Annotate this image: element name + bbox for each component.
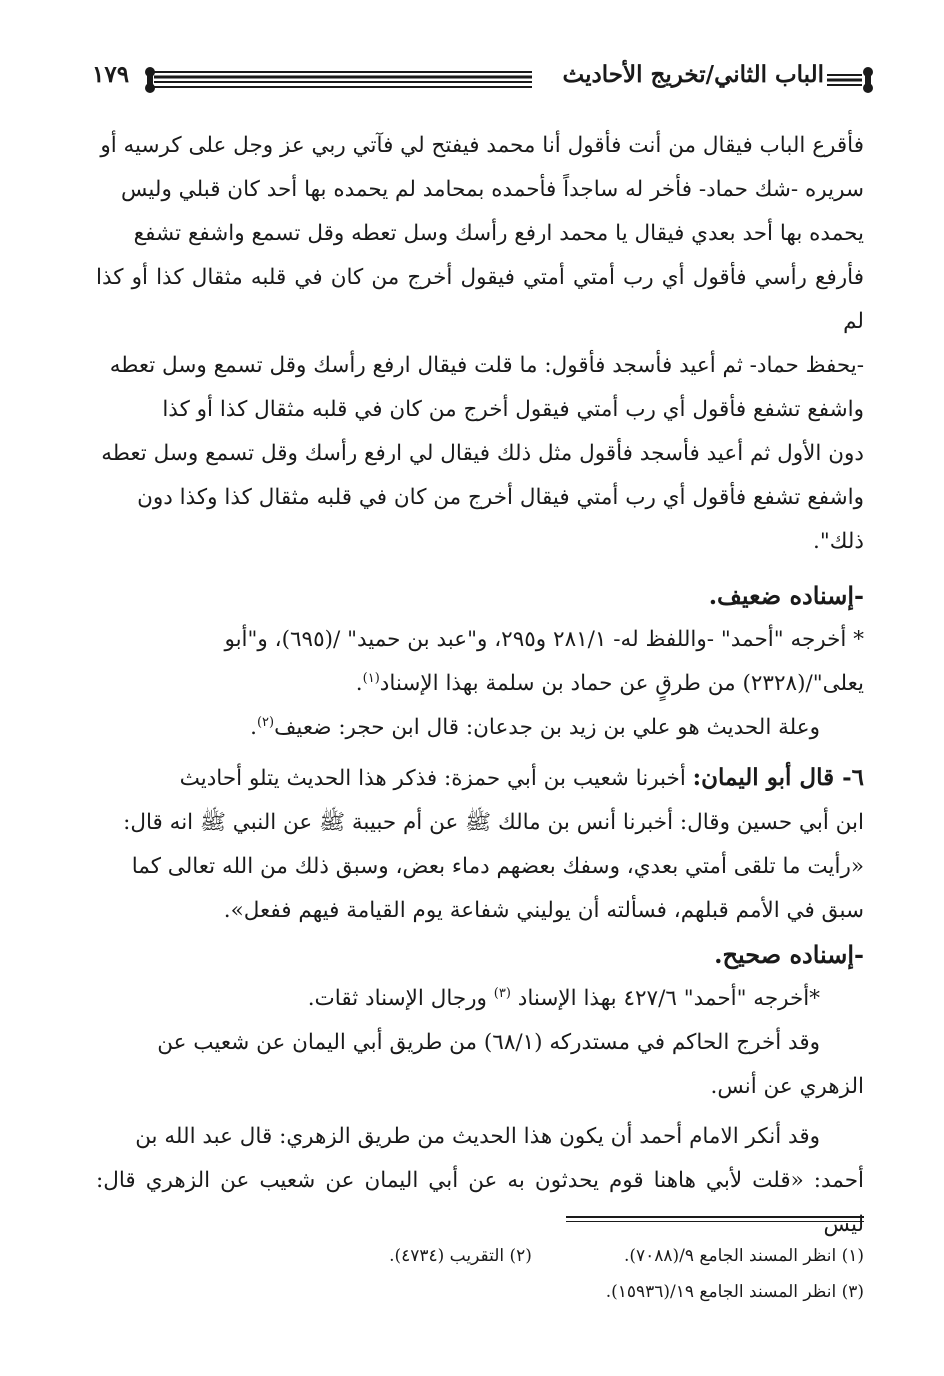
- footnote-2: (٢) التقريب (٤٧٣٤).: [389, 1246, 532, 1266]
- takhrij-line: [96, 977, 864, 1021]
- hadith-number-and-narrator: ٦- قال أبو اليمان:: [692, 764, 864, 791]
- text-line: دون الأول ثم أعيد فأسجد فأقول مثل ذلك فيقال لي ارفع رأسك وقل تسمع وسل تعطه: [101, 441, 864, 466]
- takhrij-text: ورجال الإسناد ثقات.: [307, 986, 494, 1011]
- left-ornament-icon: [145, 67, 155, 93]
- text-line: سبق في الأمم قبلهم، فسألته أن يوليني شفاعة يوم القيامة فيهم ففعل».: [223, 898, 864, 923]
- footnote-ref[interactable]: (٢): [256, 714, 275, 730]
- right-ornament-icon: [863, 67, 873, 93]
- running-header: [92, 58, 874, 98]
- text-line: ذلك".: [813, 529, 864, 554]
- text-line: واشفع تشفع فأقول أي رب أمتي فيقال أخرج من كان في قلبه مثقال كذا وكذا دون: [137, 485, 864, 510]
- isnad-grade-heading: -إسناده ضعيف.: [708, 581, 864, 610]
- takhrij-line: [96, 662, 864, 706]
- punctuation: .: [355, 671, 363, 696]
- hadith-6-opening: [96, 756, 864, 801]
- text-line: واشفع تشفع فأقول أي رب أمتي فيقول أخرج من كان في قلبه مثقال كذا أو كذا: [162, 397, 864, 422]
- illa-line: [96, 706, 864, 750]
- text-line: يحمده بها أحد بعدي فيقال يا محمد ارفع رأسك وسل تعطه وقل تسمع واشفع تشفع: [133, 221, 864, 246]
- text-line: وقد أخرج الحاكم في مستدركه (٦٨/١) من طريق أبي اليمان عن شعيب عن: [157, 1030, 820, 1055]
- page-number: ١٧٩: [92, 61, 130, 88]
- text-line: «رأيت ما تلقى أمتي بعدي، وسفك بعضهم دماء بعض، وسبق ذلك من الله تعالى كما: [131, 854, 864, 879]
- text-line: ابن أبي حسين وقال: أخبرنا أنس بن مالك ﷺ عن أم حبيبة ﷺ عن النبي ﷺ انه قال:: [123, 810, 864, 835]
- footnote-separator: [566, 1216, 864, 1224]
- isnad-grade-heading: -إسناده صحيح.: [714, 940, 864, 969]
- footnote-3: (٣) انظر المسند الجامع ١٩/(١٥٩٣٦).: [605, 1282, 864, 1302]
- takhrij-text: *أخرجه "أحمد" ٤٢٧/٦ بهذا الإسناد: [517, 986, 820, 1011]
- punctuation: .: [250, 715, 257, 740]
- takhrij-text: يعلى"/(٢٣٢٨) من طرقٍ عن حماد بن سلمة بهذا الإسناد: [379, 671, 864, 696]
- text-line: وقد أنكر الامام أحمد أن يكون هذا الحديث من طريق الزهري: قال عبد الله بن: [135, 1124, 820, 1149]
- footnotes: [96, 1238, 864, 1310]
- takhrij-line: * أخرجه "أحمد" -واللفظ له- ٢٨١/١ و٢٩٥، و"عبد بن حميد" /(٦٩٥)، و"أبو: [224, 627, 864, 652]
- text-line: -يحفظ حماد- ثم أعيد فأسجد فأقول: ما قلت فيقال ارفع رأسك وقل تسمع وسل تعطه: [109, 353, 864, 378]
- text-line: سريره -شك حماد- فأخر له ساجداً فأحمده بمحامد لم يحمده بها أحد كان قبلي وليس: [121, 177, 864, 202]
- footnote-ref[interactable]: (٣): [493, 985, 511, 1001]
- footnote-1: (١) انظر المسند الجامع ٩/(٧٠٨٨).: [623, 1246, 864, 1266]
- text-line: فأقرع الباب فيقال من أنت فأقول أنا محمد فيفتح لي فآتي ربي عز وجل على كرسيه أو: [100, 133, 864, 158]
- right-rule-lines: [827, 75, 862, 85]
- chapter-title: الباب الثاني/تخريج الأحاديث: [562, 61, 824, 88]
- footnote-row: [96, 1274, 864, 1310]
- footnote-ref[interactable]: (١): [362, 670, 380, 686]
- illa-text: وعلة الحديث هو علي بن زيد بن جدعان: قال ابن حجر: ضعيف: [274, 715, 820, 740]
- text-line: الزهري عن أنس.: [710, 1074, 864, 1099]
- text-line: فأرفع رأسي فأقول أي رب أمتي أمتي فيقول أخرج من كان في قلبه مثقال كذا أو كذا لم: [96, 265, 864, 334]
- main-rule-lines: [154, 72, 532, 87]
- main-text: [96, 124, 864, 1247]
- footnote-row: [96, 1238, 864, 1274]
- hadith-text: أخبرنا شعيب بن أبي حمزة: فذكر هذا الحديث يتلو أحاديث: [179, 766, 693, 791]
- text-line: أحمد: «قلت لأبي هاهنا قوم يحدثون به عن أبي اليمان عن شعيب عن الزهري قال: ليس: [96, 1168, 864, 1237]
